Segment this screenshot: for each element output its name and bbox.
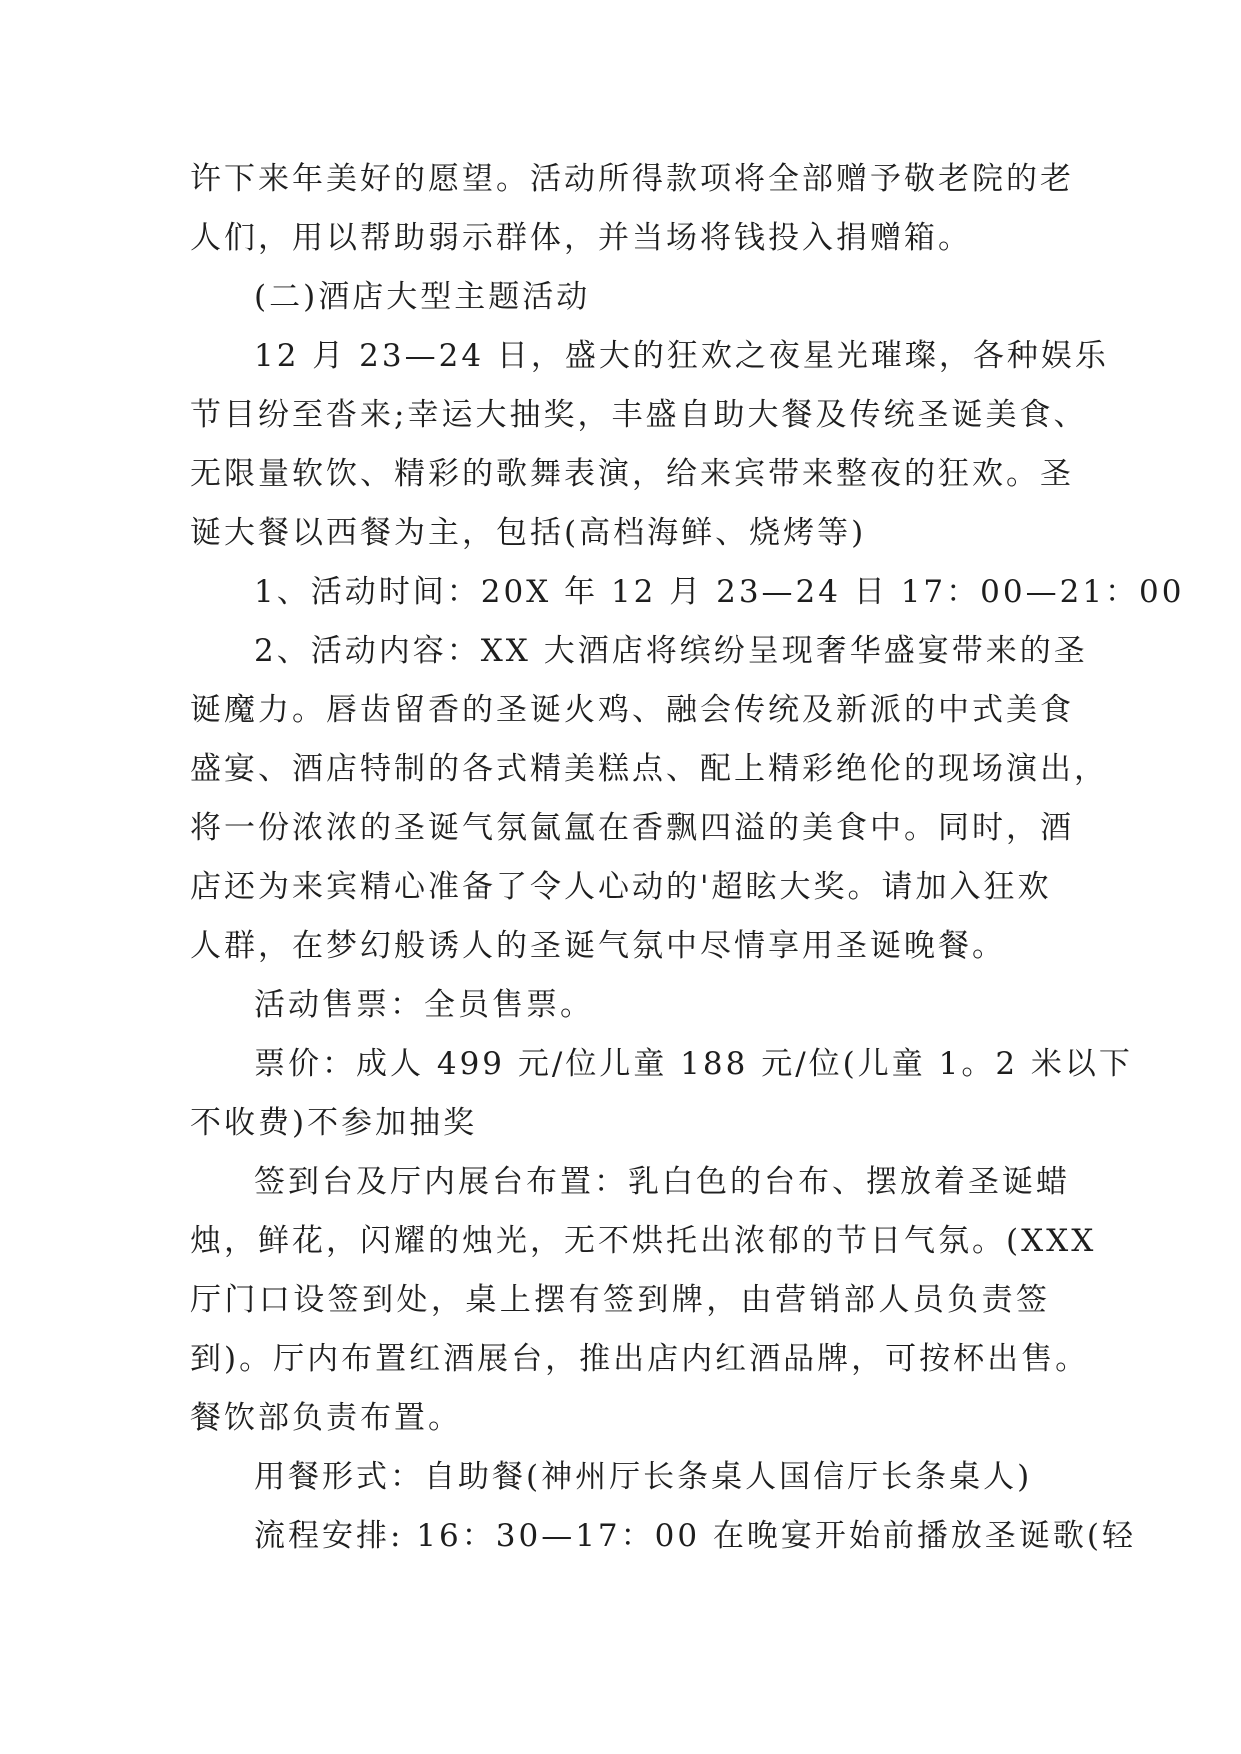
text-line: (二)酒店大型主题活动 [254,279,591,315]
text-line: 诞大餐以西餐为主，包括(高档海鲜、烧烤等) [190,515,867,551]
text-line: 餐饮部负责布置。 [190,1400,462,1436]
text-line: 到)。厅内布置红酒展台，推出店内红酒品牌，可按杯出售。 [190,1341,1090,1377]
text-line: 流程安排: 16：30—17：00 在晚宴开始前播放圣诞歌(轻 [254,1518,1137,1554]
text-line: 将一份浓浓的圣诞气氛氤氲在香飘四溢的美食中。同时，酒 [190,810,1074,846]
text-line: 12 月 23—24 日，盛大的狂欢之夜星光璀璨，各种娱乐 [254,338,1109,374]
text-line: 用餐形式：自助餐(神州厅长条桌人国信厅长条桌人) [254,1459,1033,1495]
document-body [190,150,1185,1566]
text-line: 无限量软饮、精彩的歌舞表演，给来宾带来整夜的狂欢。圣 [190,456,1074,492]
text-line: 盛宴、酒店特制的各式精美糕点、配上精彩绝伦的现场演出， [190,751,1108,787]
text-line: 票价：成人 499 元/位儿童 188 元/位(儿童 1。2 米以下 [254,1046,1133,1082]
text-line: 活动售票：全员售票。 [254,987,594,1023]
text-line: 厅门口设签到处，桌上摆有签到牌，由营销部人员负责签 [190,1282,1050,1318]
text-line: 人们，用以帮助弱示群体，并当场将钱投入捐赠箱。 [190,220,972,256]
text-line: 2、活动内容：XX 大酒店将缤纷呈现奢华盛宴带来的圣 [254,633,1088,669]
text-line: 许下来年美好的愿望。活动所得款项将全部赠予敬老院的老 [190,161,1074,197]
text-line: 人群，在梦幻般诱人的圣诞气氛中尽情享用圣诞晚餐。 [190,928,1006,964]
text-line: 店还为来宾精心准备了令人心动的'超眩大奖。请加入狂欢 [190,869,1052,905]
text-line: 节目纷至沓来;幸运大抽奖，丰盛自助大餐及传统圣诞美食、 [190,397,1088,433]
text-line: 烛，鲜花，闪耀的烛光，无不烘托出浓郁的节日气氛。(XXX [190,1223,1097,1259]
text-line: 诞魔力。唇齿留香的圣诞火鸡、融会传统及新派的中式美食 [190,692,1074,728]
text-line: 1、活动时间：20X 年 12 月 23—24 日 17：00—21：00 [254,574,1185,610]
text-line: 签到台及厅内展台布置：乳白色的台布、摆放着圣诞蜡 [254,1164,1070,1200]
text-line: 不收费)不参加抽奖 [190,1105,478,1141]
